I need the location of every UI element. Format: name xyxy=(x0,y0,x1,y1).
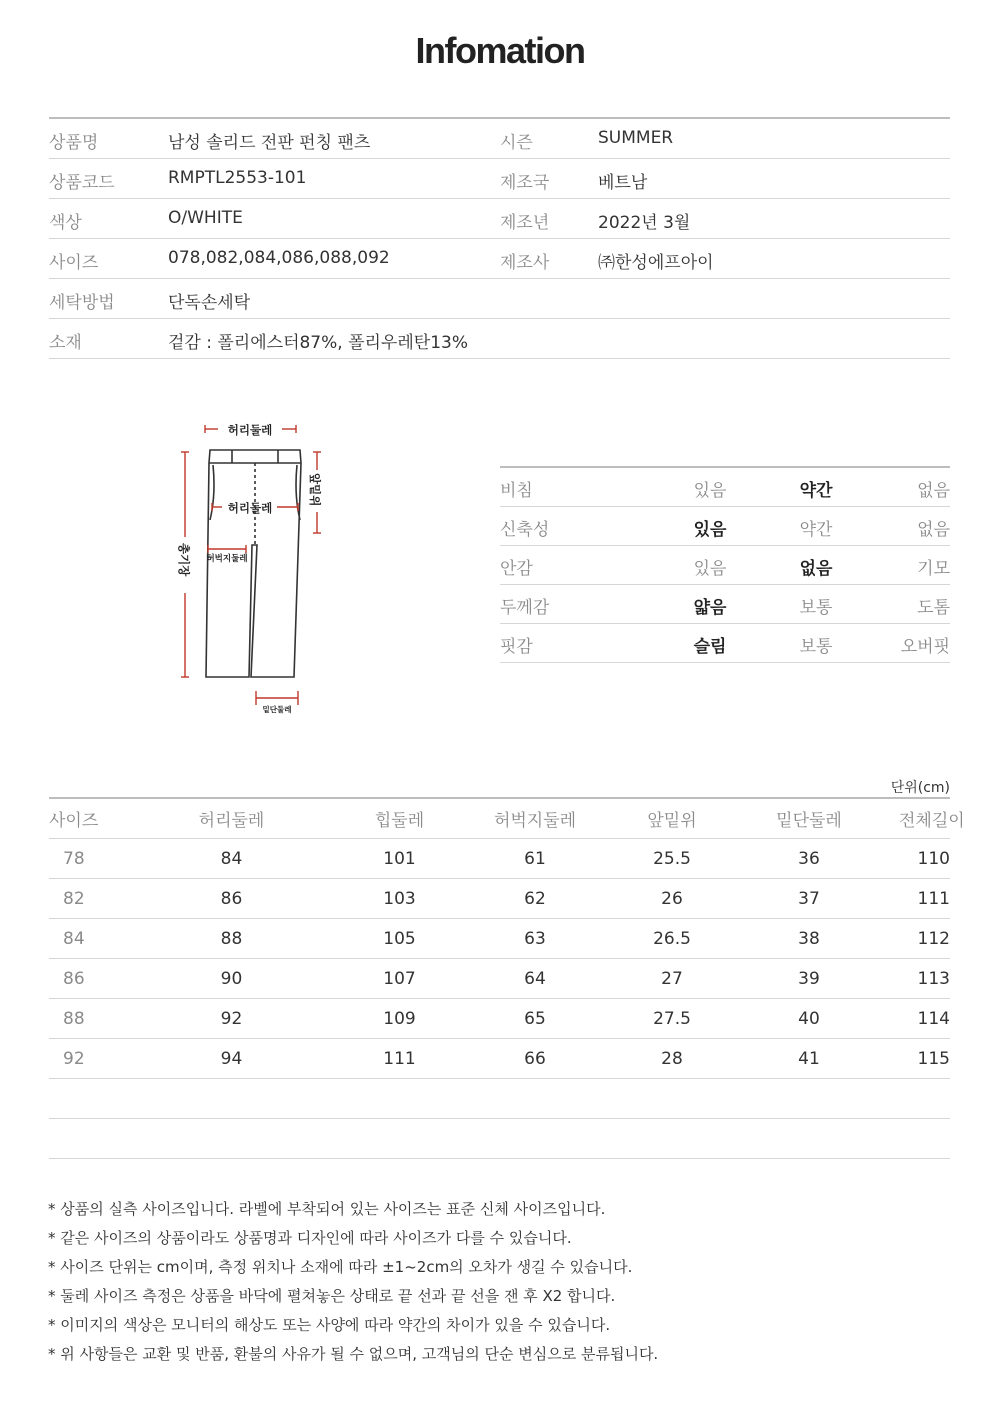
characteristic-option: 보통 xyxy=(799,637,833,657)
size-table-row xyxy=(49,959,950,999)
size-cell: 94 xyxy=(220,1048,243,1069)
info-value: SUMMER xyxy=(598,128,674,148)
size-cell: 26.5 xyxy=(653,928,691,949)
characteristic-option: 도톰 xyxy=(917,598,950,618)
info-label: 시즌 xyxy=(500,133,533,153)
characteristics-table xyxy=(500,466,950,663)
info-row xyxy=(49,319,950,359)
note-item: * 이미지의 색상은 모니터의 해상도 또는 사양에 따라 약간의 차이가 있을 수 있습니다. xyxy=(48,1316,611,1334)
characteristic-option: 얇음 xyxy=(693,598,727,618)
characteristic-option: 기모 xyxy=(917,559,950,579)
size-header-cell: 힙둘레 xyxy=(374,811,425,831)
characteristic-label: 안감 xyxy=(500,559,533,579)
size-cell: 27 xyxy=(661,968,683,989)
size-cell: 111 xyxy=(383,1048,416,1069)
characteristic-option: 없음 xyxy=(799,559,833,579)
waist-inner-label: 허리둘레 xyxy=(227,501,273,515)
size-cell: 92 xyxy=(220,1008,243,1029)
info-value: 078,082,084,086,088,092 xyxy=(168,248,390,268)
product-info-table xyxy=(49,117,950,359)
characteristic-label: 신축성 xyxy=(500,520,550,540)
characteristic-row xyxy=(500,546,950,585)
size-header-cell: 전체길이 xyxy=(899,811,965,831)
size-cell: 109 xyxy=(383,1008,416,1029)
size-cell: 113 xyxy=(917,968,950,989)
info-label: 색상 xyxy=(49,213,82,233)
size-cell: 107 xyxy=(383,968,416,989)
size-table-empty-row xyxy=(49,1079,950,1119)
size-table-empty-row xyxy=(49,1119,950,1159)
size-cell: 28 xyxy=(661,1048,683,1069)
characteristic-option: 슬림 xyxy=(693,637,727,657)
note-item: * 둘레 사이즈 측정은 상품을 바닥에 펼쳐놓은 상태로 끝 선과 끝 선을 잰 후 X2 합니다. xyxy=(48,1287,616,1305)
size-cell: 110 xyxy=(917,848,950,869)
size-cell: 92 xyxy=(63,1048,85,1069)
note-item: * 위 사항들은 교환 및 반품, 환불의 사유가 될 수 없으며, 고객님의 단순 변심으로 분류됩니다. xyxy=(48,1345,659,1363)
characteristic-option: 약간 xyxy=(799,481,833,501)
size-header-cell: 밑단둘레 xyxy=(776,811,842,831)
size-cell: 112 xyxy=(917,928,950,949)
info-row xyxy=(49,199,950,239)
characteristic-option: 약간 xyxy=(799,520,833,540)
note-item: * 사이즈 단위는 cm이며, 측정 위치나 소재에 따라 ±1~2cm의 오차가 생길 수 있습니다. xyxy=(48,1258,633,1276)
size-cell: 86 xyxy=(220,888,243,909)
size-cell: 114 xyxy=(917,1008,950,1029)
size-cell: 103 xyxy=(383,888,416,909)
size-cell: 41 xyxy=(798,1048,820,1069)
size-table xyxy=(49,797,965,1159)
size-header-cell: 허벅지둘레 xyxy=(493,811,577,831)
size-cell: 90 xyxy=(220,968,243,989)
info-label: 세탁방법 xyxy=(49,293,115,313)
size-cell: 64 xyxy=(524,968,546,989)
characteristic-option: 없음 xyxy=(917,520,950,540)
characteristic-option: 있음 xyxy=(693,520,727,540)
size-cell: 88 xyxy=(63,1008,85,1029)
size-cell: 88 xyxy=(220,928,243,949)
info-value: ㈜한성에프아이 xyxy=(598,253,714,273)
hem-label: 밑단둘레 xyxy=(262,705,292,714)
size-cell: 37 xyxy=(798,888,820,909)
characteristic-row xyxy=(500,468,950,507)
characteristic-option: 보통 xyxy=(799,598,833,618)
size-cell: 111 xyxy=(917,888,950,909)
size-cell: 27.5 xyxy=(653,1008,691,1029)
size-cell: 63 xyxy=(524,928,546,949)
info-row xyxy=(49,279,950,319)
size-cell: 86 xyxy=(63,968,85,989)
size-header-cell: 앞밑위 xyxy=(647,811,697,831)
unit-label: 단위(cm) xyxy=(890,780,950,796)
size-cell: 65 xyxy=(524,1008,546,1029)
size-cell: 101 xyxy=(383,848,416,869)
size-cell: 115 xyxy=(917,1048,950,1069)
info-value: O/WHITE xyxy=(168,208,243,228)
info-label: 제조국 xyxy=(500,173,550,193)
page-title: Infomation xyxy=(415,30,585,71)
size-cell: 38 xyxy=(798,928,820,949)
size-cell: 26 xyxy=(661,888,683,909)
size-cell: 82 xyxy=(63,888,85,909)
info-value: 베트남 xyxy=(598,173,648,193)
size-cell: 84 xyxy=(63,928,85,949)
characteristic-option: 오버핏 xyxy=(900,637,950,657)
size-cell: 39 xyxy=(798,968,820,989)
waist-top-label: 허리둘레 xyxy=(227,423,273,437)
info-row xyxy=(49,159,950,199)
info-label: 사이즈 xyxy=(49,253,99,273)
size-table-row xyxy=(49,839,950,879)
size-header-cell: 허리둘레 xyxy=(198,811,265,831)
size-table-header xyxy=(49,799,965,839)
front-rise-label: 앞밑위 xyxy=(308,473,322,507)
characteristic-option: 있음 xyxy=(693,481,727,501)
thigh-label: 허벅지둘레 xyxy=(206,554,248,564)
size-cell: 25.5 xyxy=(653,848,691,869)
characteristic-label: 핏감 xyxy=(500,637,533,657)
pants-measurement-diagram xyxy=(170,415,340,720)
info-value: 2022년 3월 xyxy=(598,213,691,233)
total-length-label: 총기장 xyxy=(177,543,191,577)
size-cell: 61 xyxy=(524,848,546,869)
size-header-cell: 사이즈 xyxy=(49,811,99,831)
info-label: 제조년 xyxy=(500,213,550,233)
size-cell: 66 xyxy=(524,1048,546,1069)
info-label: 상품명 xyxy=(49,133,99,153)
size-table-row xyxy=(49,999,950,1039)
characteristic-row xyxy=(500,585,950,624)
notes-list xyxy=(48,1195,968,1369)
size-cell: 36 xyxy=(798,848,820,869)
size-table-row xyxy=(49,919,950,959)
info-row xyxy=(49,239,950,279)
characteristic-option: 없음 xyxy=(917,481,950,501)
info-value: RMPTL2553-101 xyxy=(168,168,307,188)
info-label: 제조사 xyxy=(500,253,550,273)
note-item: * 상품의 실측 사이즈입니다. 라벨에 부착되어 있는 사이즈는 표준 신체 사이즈입니다. xyxy=(48,1200,606,1218)
note-item: * 같은 사이즈의 상품이라도 상품명과 디자인에 따라 사이즈가 다를 수 있습니다. xyxy=(48,1229,572,1247)
size-cell: 105 xyxy=(383,928,416,949)
characteristic-label: 두께감 xyxy=(500,598,550,618)
info-value: 단독손세탁 xyxy=(168,293,251,313)
info-label: 소재 xyxy=(49,333,82,353)
size-table-row xyxy=(49,1039,950,1079)
info-value: 겉감 : 폴리에스터87%, 폴리우레탄13% xyxy=(168,333,468,353)
info-row xyxy=(49,119,950,159)
characteristic-row xyxy=(500,507,950,546)
size-table-row xyxy=(49,879,950,919)
info-value: 남성 솔리드 전판 펀칭 팬츠 xyxy=(168,133,371,153)
characteristic-label: 비침 xyxy=(500,481,533,501)
size-cell: 84 xyxy=(220,848,243,869)
size-cell: 78 xyxy=(63,848,85,869)
info-label: 상품코드 xyxy=(49,173,115,193)
characteristic-row xyxy=(500,624,950,663)
size-cell: 40 xyxy=(798,1008,820,1029)
size-cell: 62 xyxy=(524,888,546,909)
characteristic-option: 있음 xyxy=(693,559,727,579)
